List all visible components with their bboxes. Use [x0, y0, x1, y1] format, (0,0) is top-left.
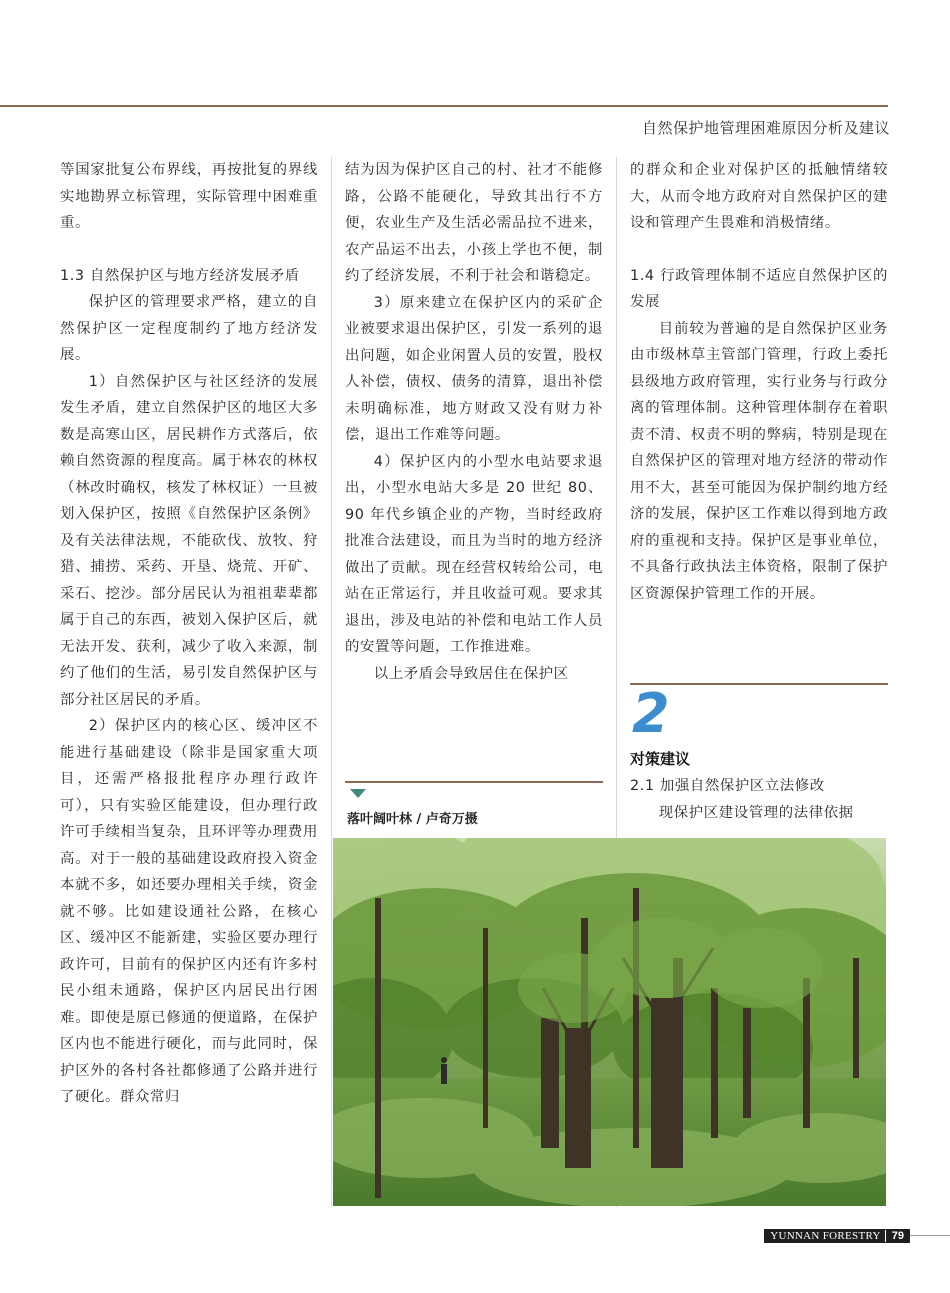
section-title: 对策建议	[630, 750, 691, 768]
caption-rule	[345, 781, 603, 783]
section-number: 2	[632, 682, 670, 745]
column-divider	[331, 157, 332, 1207]
column-1	[60, 157, 318, 1111]
paragraph: 保护区的管理要求严格，建立的自然保护区一定程度制约了地方经济发展。	[60, 294, 318, 363]
section-body	[630, 773, 888, 827]
photo-caption: 落叶阔叶林 / 卢奇万摄	[347, 812, 478, 827]
paragraph: 结为因为保护区自己的村、社才不能修路，公路不能硬化，导致其出行不方便，农业生产及生活必需品拉不进来，农产品运不出去，小孩上学也不便，制约了经济发展，不利于社会和谐稳定。	[345, 162, 603, 284]
header-rule	[0, 105, 888, 107]
publication-name: YUNNAN FORESTRY	[770, 1230, 881, 1242]
paragraph: 以上矛盾会导致居住在保护区	[373, 665, 569, 682]
paragraph: 2）保护区内的核心区、缓冲区不能进行基础建设（除非是国家重大项目，还需严格报批程序办理行政许可），只有实验区能建设，但办理行政许可手续相当复杂，且环评等办理费用高。对于一般的基础建设政府投入资金本就不多，如还要办理相关手续，资金就不够。比如建设通社公路，在核心区、缓冲区不能新建，实验区要办理行政许可，目前有的保护区内还有许多村民小组未通路，保护区内居民出行困难。即使是原已修通的便道路，在保护区内也不能进行硬化，而与此同时，保护区外的各村各社都修通了公路并进行了硬化。群众常归	[60, 718, 318, 1105]
paragraph: 1）自然保护区与社区经济的发展发生矛盾，建立自然保护区的地区大多数是高寒山区，居民耕作方式落后，依赖自然资源的程度高。属于林农的林权（林改时确权，核发了林权证）一旦被划入保护区，按照《自然保护区条例》及有关法律法规，不能砍伐、放牧、狩猎、捕捞、采药、开垦、烧荒、开矿、采石、挖沙。部分居民认为祖祖辈辈都属于自己的东西，被划入保护区后，就无法开发、获利，减少了收入来源，制约了他们的生活，易引发自然保护区与部分社区居民的矛盾。	[60, 373, 318, 708]
footer-bar	[764, 1229, 910, 1243]
column-2	[345, 157, 603, 687]
paragraph: 现保护区建设管理的法律依据	[658, 805, 854, 821]
forest-photo	[333, 838, 886, 1206]
page-number: 79	[885, 1230, 910, 1242]
paragraph: 的群众和企业对保护区的抵触情绪较大，从而令地方政府对自然保护区的建设和管理产生畏难和消极情绪。	[630, 162, 888, 231]
section-heading: 1.4 行政管理体制不适应自然保护区的发展	[630, 267, 888, 310]
section-heading: 1.3 自然保护区与地方经济发展矛盾	[60, 267, 300, 284]
paragraph: 4）保护区内的小型水电站要求退出，小型水电站大多是 20 世纪 80、90 年代乡镇企业的产物，当时经政府批准合法建设，而且为当时的地方经济做出了贡献。现在经营权转给公司，电站在正常运行，并且收益可观。要求其退出，涉及电站的补偿和电站工作人员的安置等问题，工作推进难。	[345, 453, 603, 655]
paragraph: 3）原来建立在保护区内的采矿企业被要求退出保护区，引发一系列的退出问题，如企业闲置人员的安置，股权人补偿，债权、债务的清算，退出补偿未明确标准，地方财政又没有财力补偿，退出工作难等问题。	[345, 294, 603, 443]
subsection-heading: 2.1 加强自然保护区立法修改	[630, 778, 825, 794]
paragraph: 等国家批复公布界线，再按批复的界线实地勘界立标管理，实际管理中困难重重。	[60, 162, 318, 231]
paragraph: 目前较为普遍的是自然保护区业务由市级林草主管部门管理，行政上委托县级地方政府管理，实行业务与行政分离的管理体制。这种管理体制存在着职责不清、权责不明的弊病，特别是现在自然保护区的管理对地方经济的带动作用不大，甚至可能因为保护制约地方经济的发展，保护区工作难以得到地方政府的重视和支持。保护区是事业单位，不具备行政执法主体资格，限制了保护区资源保护管理工作的开展。	[630, 320, 888, 602]
caption-marker-icon	[350, 789, 366, 798]
column-3	[630, 157, 888, 607]
running-header: 自然保护地管理困难原因分析及建议	[641, 119, 890, 137]
